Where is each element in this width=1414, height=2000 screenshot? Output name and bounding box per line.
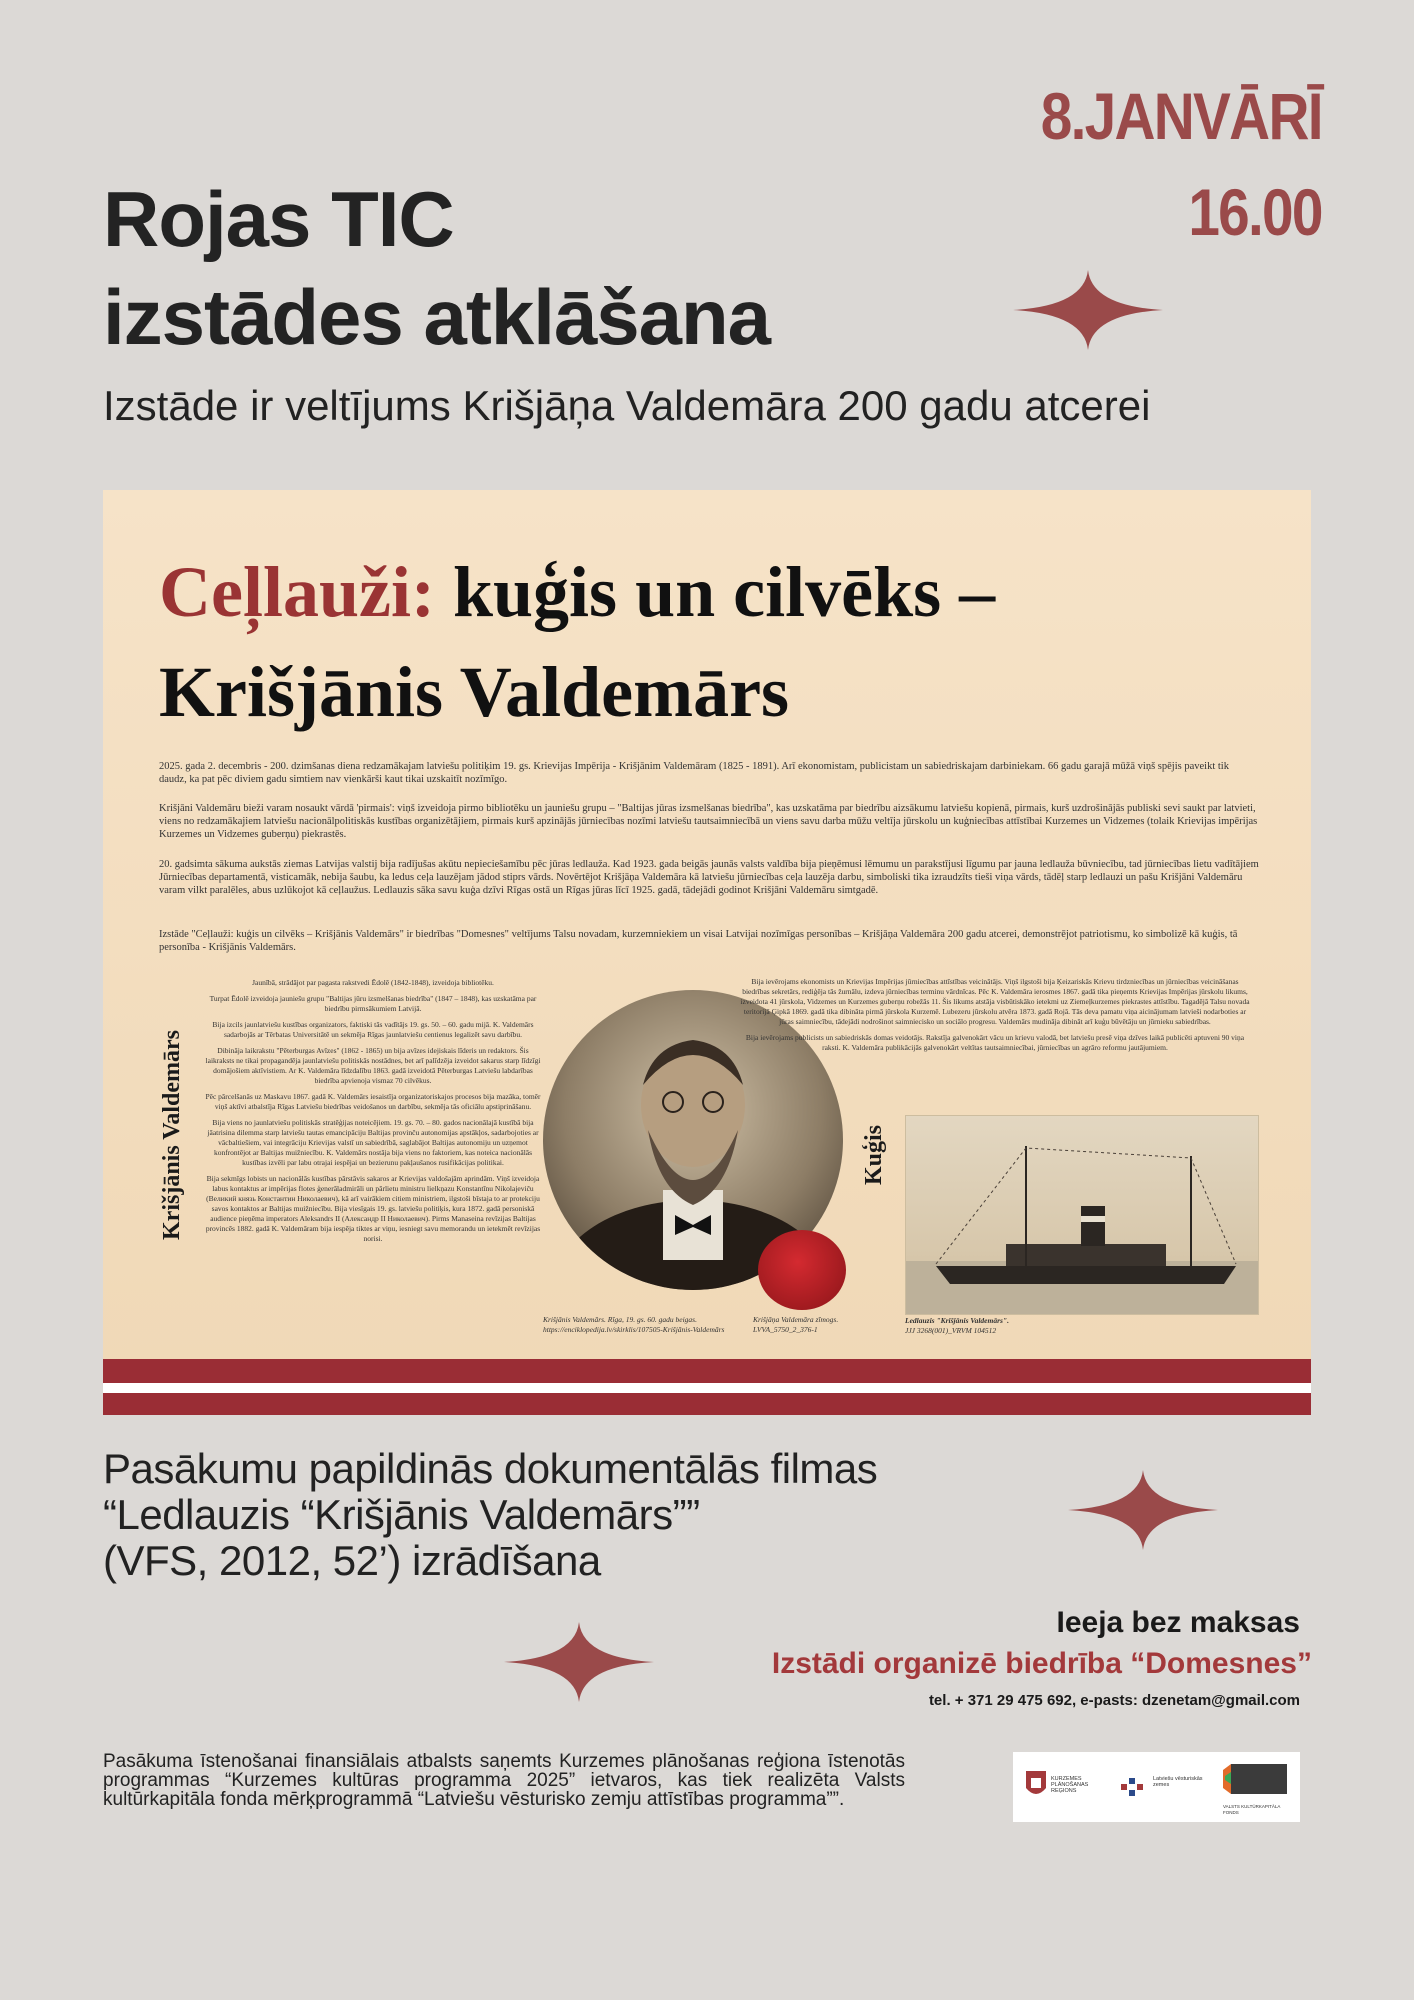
poster-paragraph: 2025. gada 2. decembris - 200. dzimšanas diena redzamākajam latviešu politiķim 19. gs. Krievijas Impērija - Krišjānim Valdemāram (1825 - 1891). Arī ekonomistam, publicistam un sabiedriskajam darbiniekam. 66 gadu garajā mūžā viņš spējis paveikt tik daudz, ka pat pēc diviem gadu simtiem nav vienkārši kaut tikai uzskaitīt nozīmīgo. xyxy=(159,761,1229,785)
caption-url: https://enciklopedija.lv/skirklis/107505-Krišjānis-Valdemārs xyxy=(543,1325,725,1334)
entry-free: Ieeja bez maksas xyxy=(1056,1606,1300,1639)
logo-historic-lands: Latviešu vēsturiskās zemes xyxy=(1153,1776,1203,1788)
fact: Bija izcils jaunlatviešu kustības organizators, faktiski tās vadītājs 19. gs. 50. – 60. gadu mijā. K. Valdemārs sadarbojās ar Tērbatas Universitātē un sekmēja Rīgas jaunlatviešu centienus legalizēt savu darbību. xyxy=(212,1020,534,1039)
sparkle-icon xyxy=(1068,1470,1218,1550)
film-announcement xyxy=(103,1446,877,1584)
contact-info: tel. + 371 29 475 692, e-pasts: dzenetam@gmail.com xyxy=(928,1692,1300,1709)
ship-caption xyxy=(905,1316,1009,1336)
event-date: 8.JANVĀRĪ xyxy=(1040,79,1322,153)
caption-text: Ledlauzis "Krišjānis Valdemārs". xyxy=(905,1316,1009,1325)
title-line2: izstādes atklāšana xyxy=(103,273,771,361)
historic-lands-icon xyxy=(1121,1778,1149,1796)
fact: Pēc pārcelšanās uz Maskavu 1867. gadā K. Valdemārs iesaistīja organizatoriskajos procesos bija mazāka, tomēr viņš aktīvi atbalstīja Rīgas Latviešu biedrības veidošanos un darbību, sekmēja tās oficiālu apstiprināšanu. xyxy=(205,1092,541,1111)
fact: Dibināja laikrakstu "Pēterburgas Avīzes" (1862 - 1865) un bija avīzes idejiskais līderis un redaktors. Šis laikraksts ne tikai propagandēja jaunlatviešu politiskās nostādnes, bet arī palīdzēja izveidot sakarus starp līdzīgi domājošiem aktīvistiem. Ar K. Valdemāra līdzdalību 1863. gadā izveidotā Pēterburgas Latviešu labdarības biedrība apvienoja vismaz 70 cilvēkus. xyxy=(205,1046,541,1085)
kurzeme-crest-icon xyxy=(1025,1770,1047,1800)
exhibition-subtitle: Izstāde ir veltījums Krišjāņa Valdemāra 200 gadu atcerei xyxy=(103,382,1151,429)
side-label-right: Kuģis xyxy=(861,1124,887,1185)
latvian-flag-stripes xyxy=(103,1359,1311,1415)
funding-statement: Pasākuma īstenošanai finansiālais atbalsts saņemts Kurzemes plānošanas reģiona īstenotās programmas “Kurzemes kultūras programma 2025” ietvaros, kas tiek realizēta Valsts kultūrkapitāla fonda mērķprogrammā “Latviešu vēsturisko zemju attīstības programma””. xyxy=(103,1751,905,1810)
vkkf-logo-icon xyxy=(1223,1764,1287,1800)
logo-kurzeme: KURZEMES PLĀNOŠANAS REĢIONS xyxy=(1051,1776,1089,1794)
poster-paragraph: Izstāde "Ceļlauži: kuģis un cilvēks – Krišjānis Valdemārs" ir biedrības "Domesnes" veltījums Talsu novadam, kurzemniekiem un visai Latvijai nozīmīgas personības – Krišjāņa Valdemāra 200 gadu atcerei, demonstrējot patriotismu, ko simbolizē kā kuģis, tā personība - Krišjānis Valdemārs. xyxy=(159,929,1238,953)
poster-paragraph: Krišjāni Valdemāru bieži varam nosaukt vārdā 'pirmais': viņš izveidoja pirmo bibliotēku un jauniešu grupu – "Baltijas jūras izsmelšanas biedrība", kas uzskatāma par biedrību aizsākumu latviešu kopienā, pirmais, kurš uzdrošinājās publiski sevi saukt par latvieti, viens no redzamākajiem latviešu nacionālpolitiskās kustības organizētājiem, pirmais kurš apzinājās jūrniecības nozīmi latviešu tautsaimniecībā un viens savu darba mūžu veltīja jūrskolu un kuģniecības attīstībai Kurzemes un Vidzemes (tolaik Krievijas impērijas Kurzemes un Vidzemes guberņu) piekrastēs. xyxy=(159,803,1258,840)
left-facts xyxy=(203,978,543,1244)
fact: Bija viens no jaunlatviešu politiskās stratēģijas noteicējiem. 19. gs. 70. – 80. gados nacionālajā kustībā bija jāatrisina dilemma starp latviešu tautas emancipāciju Baltijas provinču autonomijas apstākļos, sadarbojoties ar vācbaltiešiem, vai integrāciju Krievijas valstī un sabiedrībā, saglabājot Baltijas autonomiju un uzņemot konfrontējot ar Baltijas muižniecību. K. Valdemārs nostāja bija viens no faktoriem, kas noteica nacionālās kustības izvēli par labu otrajai iespējai un bezierunu pakļaušanos rusifikācijas politikai. xyxy=(207,1118,539,1167)
organizer: Izstādi organizē biedrība “Domesnes” xyxy=(771,1647,1312,1680)
exhibition-poster xyxy=(103,490,1311,1415)
icebreaker-photo xyxy=(905,1115,1259,1315)
event-datetime xyxy=(1041,68,1322,260)
caption-text: Krišjāņa Valdemāra zīmogs. xyxy=(753,1315,839,1324)
poster-heading-line2: Krišjānis Valdemārs xyxy=(159,652,790,732)
event-time: 16.00 xyxy=(1188,175,1322,249)
title-line1: Rojas TIC xyxy=(103,175,454,263)
fact: Bija sekmīgs lobists un nacionālās kustības pārstāvis sakaros ar Krievijas valdošajām aprindām. Viņš izveidoja labus kontaktus ar impērijas flotes ģenerāladmirāli un pārlietu ministru lielkņazu Konstantīnu Nikolajeviču (Великий князь Константин Николаевич), kā arī vairākiem citiem ministriem, ilgstoši bīstaja to ar protekciju savos kontaktos ar Baltijas muižniecību. Bija viesīgais 19. gs. latviešu politiķis, kura 1872. gadā personiskā audience pieņēma imperators Aleksandrs II (Александр II Николаевич). Pirms Manaseina revīzijas Baltijas provincēs 1882. gadā K. Valdemāram bija iespēja tiktes ar viņu, iesniegt savu memorandu un ietekmēt revīzijas norisi. xyxy=(205,1174,541,1243)
fact: Bija ievērojams publicists un sabiedriskās domas veidotājs. Rakstīja galvenokārt vācu un krievu valodā, bet latviešu presē viņa dzīves laikā publicēti aptuveni 90 viņa raksti. K. Valdemāra publikācijās galvenokārt veltītas tautsaimniecībai, jūrniecības un agrāro reformu jautājumiem. xyxy=(745,1033,1245,1052)
logo-vkkf: VALSTS KULTŪRKAPITĀLA FONDS xyxy=(1223,1804,1281,1815)
sparkle-icon xyxy=(1013,270,1163,350)
fact: Turpat Ēdolē izveidoja jauniešu grupu "Baltijas jūru izsmelšanas biedrība" (1847 – 1848), kas uzskatāma par biedrību pirmsākumiem Latvijā. xyxy=(209,994,537,1013)
caption-ref: JJJ 3268(001)_VRVM 104512 xyxy=(905,1326,997,1335)
film-line2: “Ledlauzis “Krišjānis Valdemārs”” xyxy=(103,1491,700,1538)
portrait-caption xyxy=(543,1315,724,1335)
poster-paragraph: 20. gadsimta sākuma aukstās ziemas Latvijas valstij bija radījušas akūtu nepieciešamību pēc jūras ledlauža. Kad 1923. gada beigās jaunās valsts valdība bija pieņēmusi lēmumu un parakstījusi līgumu par jauna ledlauža būvniecību, tad jūrniecības lietu vadītājiem Jūrniecības departamentā, visticamāk, nebija šaubu, ka ledus ceļa lauzējam jādod stiprs vārds. Novērtējot Krišjāņa Valdemāra kā latviešu jūrniecības ceļa lauzēja darbu, simboliski tika izraudzīts tieši viņa vārds, tādēļ starp ledlauzi un pašu Krišjāni Valdemāru varam vilkt paralēles, abus uzlūkojot kā ceļlaužus. Ledlauzis sāka savu kuģa dzīvi Rīgas ostā un Rīgas jūras līcī 1925. gadā, tādejādi godinot Krišjāni Valdemāru simtgadē. xyxy=(159,859,1259,896)
sparkle-icon xyxy=(504,1622,654,1702)
fact: Bija ievērojams ekonomists un Krievijas Impērijas jūrniecības attīstības veicinātājs. Viņš ilgstoši bija Ķeizariskās Krievu tirdzniecības un jūrniecības veicināšanas biedrības sekretārs, rediģēja tās žurnālu, izdeva jūrniecības terminu vārdnīcas. Pēc K. Valdemāra ierosmes 1867. gadā tika pieņemts Krievijas Impērijas jūrskolu likums, izveidota 41 jūrskola, Vidzemes un Kurzemes guberņu robežās 11. Šis likums atstāja visbūtiskāko ietekmi uz Ziemeļkurzemes piekrastes attīstību. Tagadējā Talsu novada teritorijā Ģipkā 1869. gadā tika dibināta pirmā jūrskola Kurzemē. Lubezeru jūrskolu atvēra 1873. gadā Rojā. Tās deva pamatu viņa aicinājumam latvieši nodarboties ar jūras saimniecību, tādejādi nodrošinot saimniecisko un sociālo progresu. Valdemārs mudināja dibināt arī kuģu būvētāju un jūrnieku sabiedrības. xyxy=(740,977,1250,1026)
poster-heading-rest: kuģis un cilvēks – xyxy=(434,552,996,632)
right-facts xyxy=(739,977,1251,1053)
side-label-left: Krišjānis Valdemārs xyxy=(159,1029,185,1240)
caption-ref: LVVA_5750_2_376-1 xyxy=(753,1325,818,1334)
event-title xyxy=(103,170,770,366)
sponsor-logos xyxy=(1013,1752,1300,1822)
film-line3: (VFS, 2012, 52’) izrādīšana xyxy=(103,1537,601,1584)
caption-text: Krišjānis Valdemārs. Rīga, 19. gs. 60. gadu beigas. xyxy=(543,1315,697,1324)
film-line1: Pasākumu papildinās dokumentālās filmas xyxy=(103,1445,878,1492)
poster-heading-red: Ceļlauži: xyxy=(159,552,435,632)
seal-caption xyxy=(753,1315,838,1335)
wax-seal-image xyxy=(758,1230,846,1310)
fact: Jaunībā, strādājot par pagasta rakstvedi Ēdolē (1842-1848), izveidoja bibliotēku. xyxy=(252,978,494,987)
poster-heading xyxy=(159,542,995,742)
